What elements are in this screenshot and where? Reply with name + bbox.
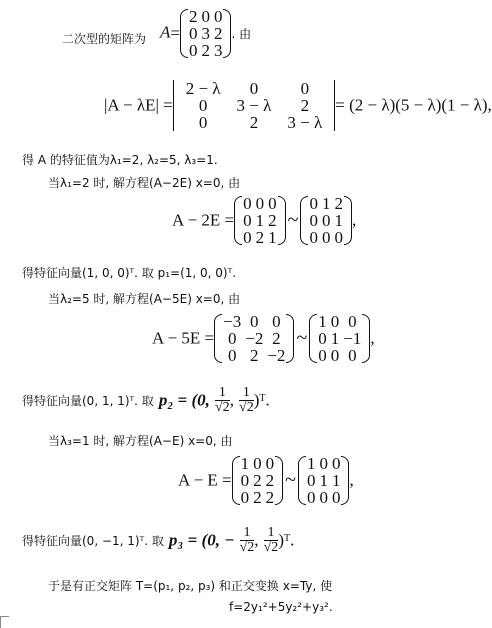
- matrix-entry: 0: [348, 346, 357, 365]
- intro-tail: . 由: [231, 27, 252, 41]
- matrix-entry: 2: [213, 24, 223, 43]
- det-matrix-row: [178, 114, 331, 131]
- matrix-entry: 1: [240, 454, 250, 473]
- matrix-entry: 2: [265, 471, 275, 490]
- equiv-symbol: ~: [287, 209, 299, 231]
- matrix-entry: 0: [240, 471, 250, 490]
- matrix-entry: 0: [334, 228, 343, 247]
- matrix-entry: 2: [268, 211, 277, 230]
- matrix-entry: 3 − λ: [287, 113, 323, 132]
- matrix-entry: 0: [331, 488, 341, 507]
- case2-m1-row: [221, 330, 287, 347]
- case3-lhs: A − E =: [178, 470, 232, 490]
- det-equation: [104, 80, 492, 131]
- matrix-entry: 1: [331, 471, 341, 490]
- matrix-entry: −1: [343, 329, 362, 348]
- matrix-entry: 0: [318, 329, 327, 348]
- matrix-A-row: [187, 42, 225, 59]
- matrix-entry: 2: [334, 194, 343, 213]
- matrix-entry: 3: [201, 24, 210, 43]
- matrix-entry: 0: [243, 228, 252, 247]
- matrix-entry: 0: [265, 454, 275, 473]
- matrix-entry: 2: [188, 7, 198, 26]
- final-form: f=2y₁²+5y₂²+y₃².: [229, 600, 333, 614]
- p3-label: p₃ = (0, −: [168, 530, 235, 550]
- matrix-entry: 0: [306, 488, 316, 507]
- matrix-entry: 0: [249, 79, 259, 98]
- matrix-entry: 1: [268, 228, 277, 247]
- case3-m2-row: [305, 489, 343, 506]
- matrix-entry: 2: [255, 228, 265, 247]
- matrix-entry: 2: [300, 96, 310, 115]
- matrix-A-expression: A= 2 0 0 0 3 2 0 2 3 . 由: [160, 7, 252, 60]
- case3-m1-row: [239, 472, 277, 489]
- matrix-entry: 0: [255, 194, 265, 213]
- matrix-entry: 1: [255, 211, 265, 230]
- matrix-entry: 2: [272, 329, 281, 348]
- case2-lhs: A − 5E =: [152, 328, 215, 348]
- case1-m1-row: [241, 195, 279, 212]
- p2-label: p₂ = (0,: [158, 390, 210, 410]
- matrix-entry: 0: [300, 79, 310, 98]
- matrix-entry: 2: [253, 471, 262, 490]
- case1-head: 当λ₁=2 时, 解方程(A−2E) x=0, 由: [48, 176, 241, 190]
- matrix-entry: 0: [188, 24, 198, 43]
- equiv-symbol: ~: [285, 469, 296, 491]
- matrix-entry: 1: [321, 194, 331, 213]
- matrix-entry: 2 − λ: [185, 79, 221, 98]
- case2-vector-line: 得特征向量(0, 1, 1)ᵀ. 取 p₂ = (0, $\frac{1}{√2}$ , $\frac{1}{√2}$ )ᵀ.: [22, 385, 270, 415]
- matrix-entry: 0: [272, 312, 281, 331]
- det-rhs: = (2 − λ)(5 − λ)(1 − λ),: [335, 95, 492, 115]
- matrix-entry: 0: [348, 312, 357, 331]
- matrix-entry: 0: [253, 454, 262, 473]
- case1-m2-row: [307, 195, 345, 212]
- case2-m2-row: [316, 313, 363, 330]
- case1-m2-row: [307, 229, 345, 246]
- case1-matrix2: [300, 195, 352, 246]
- matrix-entry: 0: [213, 7, 223, 26]
- case1-m1-row: [241, 212, 279, 229]
- matrix-entry: 1: [318, 312, 327, 331]
- matrix-entry: −2: [245, 329, 264, 348]
- matrix-entry: 0: [188, 41, 198, 60]
- matrix-entry: 0: [198, 113, 208, 132]
- conclusion-line: 于是有正交矩阵 T=(p₁, p₂, p₃) 和正交变换 x=Ty, 使: [48, 579, 333, 593]
- matrix-entry: 2: [249, 113, 259, 132]
- case3-equation: A − E = 1 0 0 0 2 2 0 2 2 ~ 1 0 0 0 1 1 0 0 0 ,: [178, 454, 354, 507]
- matrix-entry: 1: [330, 329, 340, 348]
- matrix-entry: 0: [309, 194, 318, 213]
- case3-matrix1: [232, 455, 284, 506]
- matrix-entry: 2: [201, 41, 210, 60]
- matrix-entry: 0: [240, 488, 250, 507]
- matrix-A: [180, 8, 232, 59]
- det-lhs: |A − λE| =: [104, 95, 173, 115]
- case3-head: 当λ₃=1 时, 解方程(A−E) x=0, 由: [48, 434, 233, 448]
- matrix-entry: 0: [201, 7, 210, 26]
- page-corner-mark: [0, 616, 9, 628]
- matrix-entry: 0: [321, 228, 331, 247]
- matrix-entry: 0: [309, 228, 318, 247]
- matrix-entry: 0: [321, 211, 331, 230]
- matrix-entry: 0: [250, 312, 259, 331]
- matrix-entry: 0: [243, 194, 252, 213]
- case1-lhs: A − 2E =: [172, 210, 235, 230]
- case3-matrix2: [298, 455, 350, 506]
- matrix-entry: 0: [318, 346, 327, 365]
- case3-m1-row: [239, 455, 277, 472]
- matrix-entry: 1: [319, 471, 328, 490]
- case2-m2-row: [316, 330, 363, 347]
- case2-head: 当λ₂=5 时, 解方程(A−5E) x=0, 由: [48, 292, 241, 306]
- matrix-entry: 0: [243, 211, 252, 230]
- matrix-entry: 3 − λ: [236, 96, 272, 115]
- matrix-entry: 1: [306, 454, 316, 473]
- case1-vector-line: 得特征向量(1, 0, 0)ᵀ. 取 p₁=(1, 0, 0)ᵀ.: [22, 266, 237, 280]
- case1-matrix1: [234, 195, 286, 246]
- case3-m2-row: [305, 472, 343, 489]
- matrix-entry: −2: [267, 346, 286, 365]
- matrix-entry: 0: [227, 329, 237, 348]
- case2-m1-row: [221, 313, 287, 330]
- matrix-entry: 2: [250, 346, 259, 365]
- matrix-entry: 3: [213, 41, 223, 60]
- case2-matrix1: [214, 313, 294, 364]
- case1-m1-row: [241, 229, 279, 246]
- matrix-entry: 0: [330, 312, 340, 331]
- equiv-symbol: ~: [296, 327, 308, 349]
- case2-m1-row: [221, 347, 287, 364]
- matrix-entry: 0: [309, 211, 318, 230]
- matrix-entry: 0: [319, 488, 328, 507]
- case2-m2-row: [316, 347, 363, 364]
- matrix-entry: 0: [268, 194, 277, 213]
- matrix-entry: 2: [253, 488, 262, 507]
- case2-matrix2: [309, 313, 370, 364]
- matrix-entry: 0: [319, 454, 328, 473]
- case3-m2-row: [305, 455, 343, 472]
- matrix-entry: −3: [223, 312, 242, 331]
- A-symbol: A: [160, 22, 171, 42]
- case1-equation: A − 2E = 0 0 0 0 1 2 0 2 1 ~ 0 1 2 0 0 1 0 0 0 ,: [172, 194, 357, 247]
- matrix-A-row: [187, 8, 225, 25]
- case3-vector-line: 得特征向量(0, −1, 1)ᵀ. 取 p₃ = (0, − $\frac{1}{√2}$ , $\frac{1}{√2}$ )ᵀ.: [22, 525, 295, 555]
- det-matrix-row: [178, 97, 331, 114]
- det-matrix: [173, 80, 336, 131]
- matrix-entry: 0: [330, 346, 340, 365]
- matrix-entry: 0: [198, 96, 208, 115]
- eigenvalues-line: 得 A 的特征值为λ₁=2, λ₂=5, λ₃=1.: [22, 153, 218, 167]
- matrix-entry: 2: [265, 488, 275, 507]
- matrix-entry: 1: [334, 211, 343, 230]
- case3-m1-row: [239, 489, 277, 506]
- case1-m2-row: [307, 212, 345, 229]
- case2-equation: A − 5E = −3 0 0 0 −2 2 0 2 −2 ~ 1 0 0 0 1 −1 0 0 0 ,: [152, 312, 375, 365]
- intro-text: 二次型的矩阵为: [62, 32, 147, 46]
- det-matrix-row: [178, 80, 331, 97]
- matrix-entry: 0: [227, 346, 237, 365]
- matrix-entry: 0: [331, 454, 341, 473]
- matrix-A-row: [187, 25, 225, 42]
- matrix-entry: 0: [306, 471, 316, 490]
